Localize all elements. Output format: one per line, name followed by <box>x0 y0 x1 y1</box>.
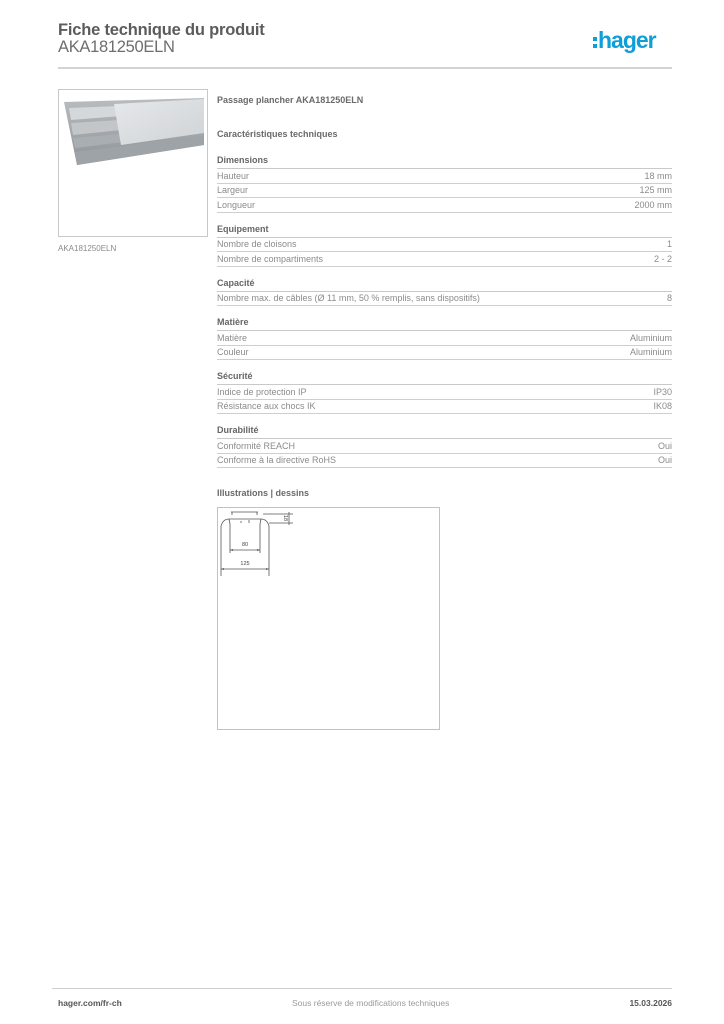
product-name: Passage plancher AKA181250ELN <box>217 95 364 105</box>
spec-value: 1 <box>666 239 672 250</box>
spec-label: Indice de protection IP <box>217 386 307 397</box>
footer-website-link[interactable]: hager.com/fr-ch <box>58 998 122 1008</box>
spec-row <box>217 238 672 253</box>
group-title: Sécurité <box>217 371 672 385</box>
spec-value: Aluminium <box>629 347 672 358</box>
svg-text:125: 125 <box>240 561 250 567</box>
spec-row <box>217 400 672 415</box>
spec-label: Conforme à la directive RoHS <box>217 455 337 466</box>
product-image-caption: AKA181250ELN <box>58 244 117 253</box>
spec-label: Couleur <box>217 347 249 358</box>
spec-value: IP30 <box>653 386 672 397</box>
spec-row <box>217 184 672 199</box>
svg-text:18: 18 <box>282 515 288 522</box>
spec-group-equipement <box>217 224 672 267</box>
spec-row <box>217 198 672 213</box>
spec-value: Aluminium <box>629 332 672 343</box>
spec-value: 8 <box>666 293 672 304</box>
spec-value: 125 mm <box>639 185 672 196</box>
logo-colon-icon <box>593 37 597 48</box>
group-title: Capacité <box>217 278 672 292</box>
spec-value: 2 - 2 <box>653 253 672 264</box>
spec-group-capacite <box>217 278 672 307</box>
group-title: Dimensions <box>217 155 672 169</box>
technical-drawing <box>217 507 440 730</box>
spec-value: IK08 <box>653 401 672 412</box>
spec-label: Nombre de compartiments <box>217 253 324 264</box>
spec-value: 2000 mm <box>634 199 672 210</box>
spec-row <box>217 331 672 346</box>
spec-row <box>217 346 672 361</box>
spec-value: Oui <box>657 455 672 466</box>
spec-label: Hauteur <box>217 170 250 181</box>
header-divider <box>58 67 672 69</box>
spec-value: 18 mm <box>644 170 672 181</box>
spec-label: Nombre de cloisons <box>217 239 297 250</box>
spec-row <box>217 252 672 267</box>
spec-label: Matière <box>217 332 248 343</box>
group-title: Equipement <box>217 224 672 238</box>
cross-section-drawing-icon <box>218 508 439 729</box>
logo-text: hager <box>598 27 656 53</box>
group-title: Durabilité <box>217 425 672 439</box>
specifications <box>217 95 672 479</box>
spec-row <box>217 292 672 307</box>
spec-label: Nombre max. de câbles (Ø 11 mm, 50 % remplis, sans dispositifs) <box>217 293 480 304</box>
header-subtitle: AKA181250ELN <box>58 38 175 56</box>
section-heading: Caractéristiques techniques <box>217 129 338 139</box>
spec-row <box>217 385 672 400</box>
footer-date: 15.03.2026 <box>629 998 672 1008</box>
spec-group-matiere <box>217 317 672 360</box>
cable-duct-photo-icon <box>59 90 208 237</box>
hager-logo <box>593 27 656 54</box>
spec-label: Résistance aux chocs IK <box>217 401 316 412</box>
spec-row <box>217 439 672 454</box>
spec-row <box>217 169 672 184</box>
spec-value: Oui <box>657 440 672 451</box>
footer-disclaimer: Sous réserve de modifications techniques <box>292 998 450 1008</box>
footer-divider <box>52 988 672 989</box>
spec-group-durabilite <box>217 425 672 468</box>
spec-row <box>217 454 672 469</box>
spec-label: Longueur <box>217 199 256 210</box>
spec-group-dimensions <box>217 155 672 213</box>
svg-text:80: 80 <box>241 542 249 548</box>
product-image <box>58 89 208 237</box>
spec-group-securite <box>217 371 672 414</box>
spec-label: Conformité REACH <box>217 440 296 451</box>
illustrations-title: Illustrations | dessins <box>217 488 310 498</box>
header-title: Fiche technique du produit <box>58 21 265 39</box>
group-title: Matière <box>217 317 672 331</box>
spec-label: Largeur <box>217 185 249 196</box>
